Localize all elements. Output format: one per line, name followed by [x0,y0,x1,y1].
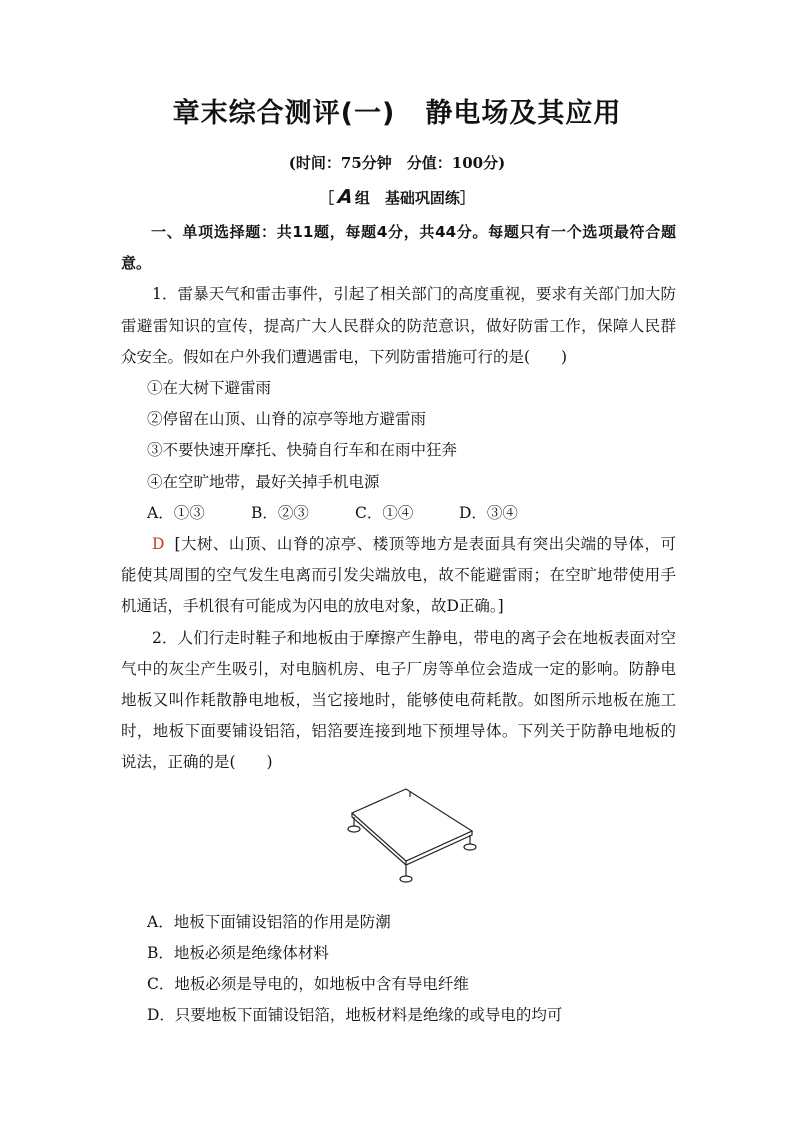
q1-choice-b: B．②③ [251,503,309,522]
q2-option-c: C．地板必须是导电的，如地板中含有导电纤维 [147,975,469,994]
time-score-info: (时间：75分钟 分值：100分) [288,154,506,172]
q1-choice-c: C．①④ [355,503,414,522]
q1-answer [121,529,676,623]
group-heading [0,185,794,210]
q1-item-3: ③不要快速开摩托、快骑自行车和在雨中狂奔 [147,441,458,460]
q1-choice-a: A．①③ [147,503,205,522]
page-title [0,96,794,132]
question-content [121,217,676,1031]
q1-answer-letter: D [152,535,165,554]
group-open-bracket: ［ [319,189,335,207]
q1-item-2: ②停留在山顶、山脊的凉亭等地方避雷雨 [147,410,427,429]
q2-option-d: D．只要地板下面铺设铝箔，地板材料是绝缘的或导电的均可 [147,1006,563,1025]
section-heading: 一、单项选择题：共11题，每题4分，共44分。每题只有一个选项最符合题意。 [121,223,676,273]
support-base-right [464,844,476,850]
floor-figure [121,785,676,905]
support-base-left [348,826,360,832]
floor-slab-top [352,789,472,861]
q1-explanation: [大树、山顶、山脊的凉亭、楼顶等地方是表面具有突出尖端的导体，可能使其周围的空气发生电离而引发尖端放电，故不能避雷雨；在空旷地带使用手机通话，手机很有可能成为闪电的放电对象，故D正确。] [121,535,676,616]
q1-stem: 1．雷暴天气和雷击事件，引起了相关部门的高度重视，要求有关部门加大防雷避雷知识的宣传，提高广大人民群众的防范意识，做好防雷工作，保障人民群众安全。假如在户外我们遭遇雷电，下列防雷措施可行的是( ) [121,285,676,366]
q2-option-a: A．地板下面铺设铝箔的作用是防潮 [147,912,391,931]
title-main: 章末综合测评(一) [172,98,396,129]
q1-choice-d: D．③④ [459,503,518,522]
group-label: 组 基础巩固练 [354,189,460,207]
q2-stem: 2．人们行走时鞋子和地板由于摩擦产生静电，带电的离子会在地板表面对空气中的灰尘产生吸引，对电脑机房、电子厂房等单位会造成一定的影响。防静电地板又叫作耗散静电地板，当它接地时，能够使电荷耗散。如图所示地板在施工时，地板下面要铺设铝箔，铝箔要连接到地下预埋导体。下列关于防静电地板的说法，正确的是( ) [121,628,676,772]
q1-item-1: ①在大树下避雷雨 [147,379,272,398]
anti-static-floor-diagram [346,787,486,897]
group-close-bracket: ］ [459,189,475,207]
group-a-badge: A [336,186,354,208]
title-sub: 静电场及其应用 [425,98,622,129]
q1-item-4: ④在空旷地带，最好关掉手机电源 [147,472,380,491]
q1-choices [121,498,676,529]
support-base-front [400,876,412,882]
q2-option-b: B．地板必须是绝缘体材料 [147,943,329,962]
